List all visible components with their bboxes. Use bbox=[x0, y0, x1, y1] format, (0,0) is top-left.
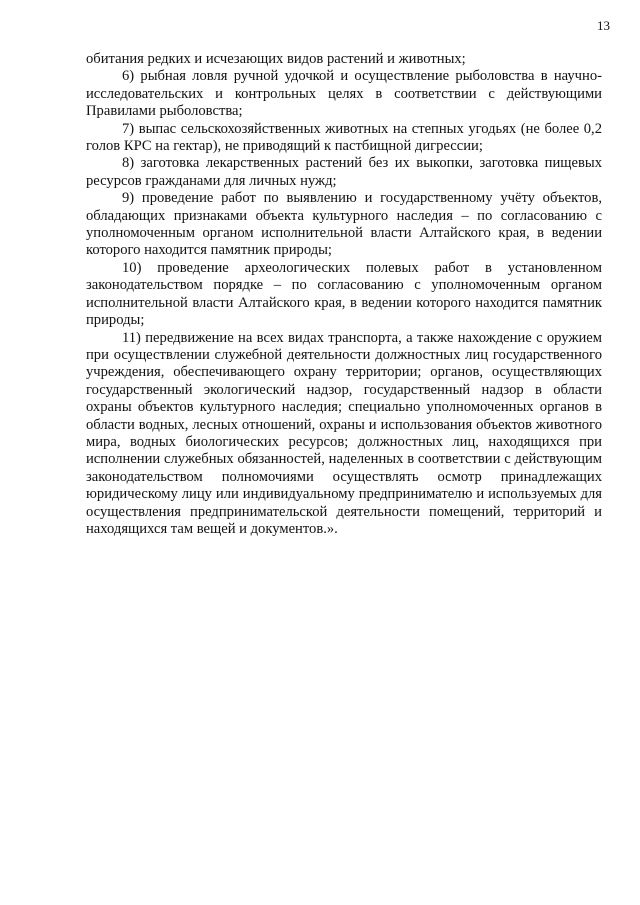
paragraph-item-11: 11) передвижение на всех видах транспорта, а также нахождение с оружием при осуществлении служебной деятельности должностных лиц государственного учреждения, обеспечивающего охрану территории; органов, осуществляющих государственный экологический надзор, государственный надзор в области охраны объектов культурного наследия; специально уполномоченных органов в области водных, лесных отношений, охраны и использования объектов животного мира, водных биологических ресурсов; должностных лиц, находящихся при исполнении служебных обязанностей, наделенных в соответствии с действующим законодательством полномочиями осуществлять осмотр принадлежащих юридическому лицу или индивидуальному предпринимателю и используемых для осуществления предпринимательской деятельности помещений, территорий и находящихся там вещей и документов.». bbox=[86, 329, 602, 537]
document-body bbox=[86, 51, 602, 538]
paragraph-item-8: 8) заготовка лекарственных растений без их выкопки, заготовка пищевых ресурсов гражданами для личных нужд; bbox=[86, 155, 602, 189]
paragraph-item-9: 9) проведение работ по выявлению и государственному учёту объектов, обладающих признаками объекта культурного наследия – по согласованию с уполномоченным органом исполнительной власти Алтайского края, в ведении которого находится памятник природы; bbox=[86, 190, 602, 259]
paragraph-item-7: 7) выпас сельскохозяйственных животных на степных угодьях (не более 0,2 голов КРС на гектар), не приводящий к пастбищной дигрессии; bbox=[86, 120, 602, 155]
paragraph-item-10: 10) проведение археологических полевых работ в установленном законодательством порядке – по согласованию с уполномоченным органом исполнительной власти Алтайского края, в ведении которого находится памятник природы; bbox=[86, 259, 602, 329]
page-number: 13 bbox=[597, 18, 610, 33]
paragraph-continuation: обитания редких и исчезающих видов растений и животных; bbox=[86, 51, 466, 67]
paragraph-item-6: 6) рыбная ловля ручной удочкой и осуществление рыболовства в научно-исследовательских и контрольных целях в соответствии с действующими Правилами рыболовства; bbox=[86, 68, 602, 120]
